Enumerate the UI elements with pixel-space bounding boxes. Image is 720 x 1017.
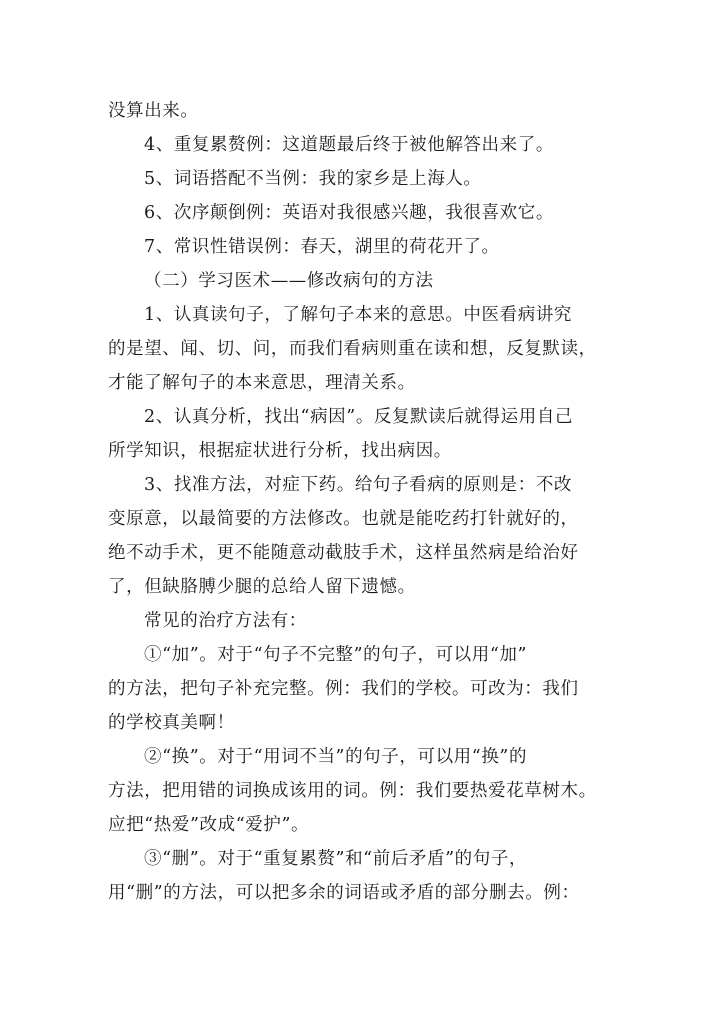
text-line: 3、找准方法，对症下药。给句子看病的原则是：不改 — [144, 475, 573, 495]
text-line: ①“加”。对于“句子不完整”的句子，可以用“加” — [144, 645, 528, 665]
text-line: 常见的治疗方法有： — [144, 611, 307, 631]
text-line: 没算出来。 — [108, 101, 199, 121]
text-line: 绝不动手术，更不能随意动截肢手术，这样虽然病是给治好 — [108, 543, 579, 563]
text-line: 变原意，以最简要的方法修改。也就是能吃药打针就好的， — [108, 509, 579, 529]
text-line: 应把“热爱”改成“爱护”。 — [108, 815, 310, 835]
text-line: 4、重复累赘例：这道题最后终于被他解答出来了。 — [144, 135, 554, 155]
text-line: 2、认真分析，找出“病因”。反复默读后就得运用自己 — [144, 407, 574, 427]
text-line: 5、词语搭配不当例：我的家乡是上海人。 — [144, 169, 482, 189]
text-line: ②“换”。对于“用词不当”的句子，可以用“换”的 — [144, 747, 528, 767]
text-line: 7、常识性错误例：春天，湖里的荷花开了。 — [144, 237, 500, 257]
text-line: 的方法，把句子补充完整。例：我们的学校。可改为：我们 — [108, 679, 579, 699]
text-line: ③“删”。对于“重复累赘”和“前后矛盾”的句子， — [144, 849, 528, 869]
text-line: 用“删”的方法，可以把多余的词语或矛盾的部分删去。例： — [108, 883, 580, 903]
text-line: 所学知识，根据症状进行分析，找出病因。 — [108, 441, 452, 461]
text-line: 6、次序颠倒例：英语对我很感兴趣，我很喜欢它。 — [144, 203, 554, 223]
text-line: 方法，把用错的词换成该用的词。例：我们要热爱花草树木。 — [108, 781, 597, 801]
section-heading: （二）学习医术——修改病句的方法 — [144, 271, 434, 291]
text-line: 的是望、闻、切、问，而我们看病则重在读和想，反复默读， — [108, 339, 597, 359]
text-line: 1、认真读句子，了解句子本来的意思。中医看病讲究 — [144, 305, 573, 325]
text-line: 才能了解句子的本来意思，理清关系。 — [108, 373, 416, 393]
text-line: 了，但缺胳膊少腿的总给人留下遗憾。 — [108, 577, 416, 597]
text-line: 的学校真美啊！ — [108, 713, 235, 733]
